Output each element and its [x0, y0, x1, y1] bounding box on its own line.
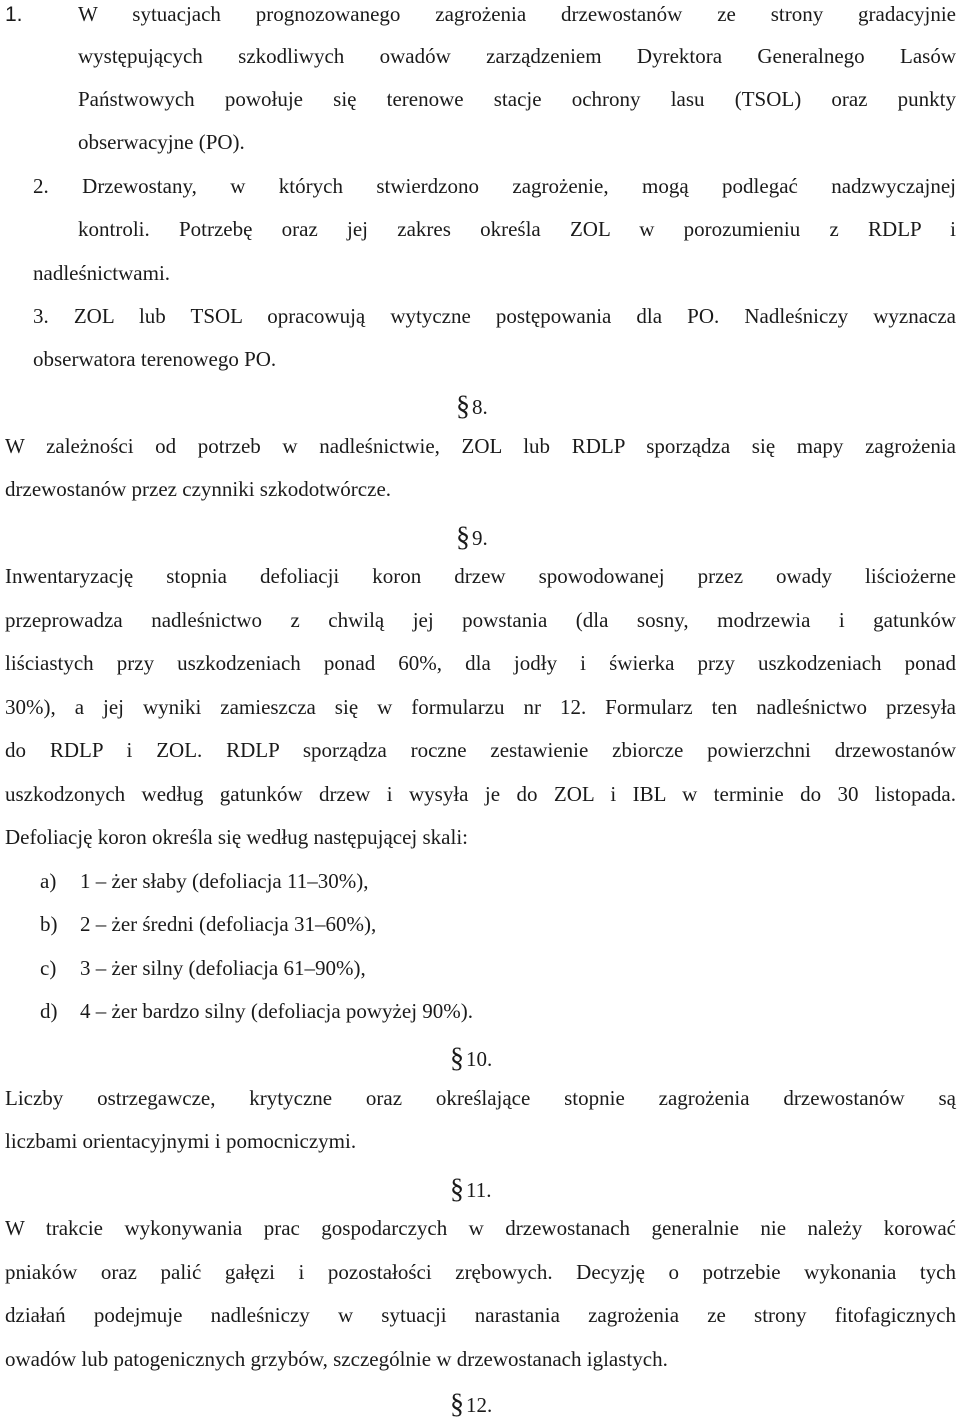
- scale-item: 4 – żer bardzo silny (defoliacja powyżej 90%).: [80, 999, 474, 1023]
- item-1-line-4: obserwacyjne (PO).: [78, 130, 245, 154]
- scale-letter: c): [40, 956, 57, 980]
- section-9-line-7: Defoliację koron określa się według następującej skali:: [5, 825, 469, 849]
- section-9-heading: [456, 523, 488, 551]
- scale-letter: d): [40, 999, 58, 1023]
- item-3-line-2: obserwatora terenowego PO.: [33, 347, 277, 371]
- scale-letter: a): [40, 869, 57, 893]
- item-1-line-1: W sytuacjach prognozowanego zagrożenia drzewostanów ze strony gradacyjnie: [78, 2, 956, 26]
- item-number-1: 1.: [5, 3, 23, 26]
- scale-letter: b): [40, 912, 58, 936]
- section-sign: §: [450, 1043, 464, 1074]
- section-number: 9.: [472, 526, 488, 550]
- item-2-line-1: 2. Drzewostany, w których stwierdzono zagrożenie, mogą podlegać nadzwyczajnej: [33, 174, 956, 198]
- section-number: 10.: [466, 1047, 493, 1071]
- item-1-line-3: Państwowych powołuje się terenowe stacje ochrony lasu (TSOL) oraz punkty: [78, 87, 956, 111]
- section-9-line-1: Inwentaryzację stopnia defoliacji koron drzew spowodowanej przez owady liściożerne: [5, 564, 956, 588]
- section-11-line-4: owadów lub patogenicznych grzybów, szczególnie w drzewostanach iglastych.: [5, 1347, 668, 1371]
- scale-item: 3 – żer silny (defoliacja 61–90%),: [80, 956, 366, 980]
- section-11-line-3: działań podejmuje nadleśniczy w sytuacji narastania zagrożenia ze strony fitofagicznych: [5, 1303, 956, 1327]
- section-9-line-6: uszkodzonych według gatunków drzew i wysyła je do ZOL i IBL w terminie do 30 listopada.: [5, 782, 956, 806]
- section-number: 11.: [466, 1178, 492, 1202]
- section-number: 8.: [472, 395, 488, 419]
- section-9-line-3: liściastych przy uszkodzeniach ponad 60%, dla jodły i świerka przy uszkodzeniach ponad: [5, 651, 956, 675]
- section-9-line-5: do RDLP i ZOL. RDLP sporządza roczne zestawienie zbiorcze powierzchni drzewostanów: [5, 738, 956, 762]
- section-8-heading: [456, 392, 488, 420]
- section-sign: §: [450, 1389, 464, 1420]
- scale-item: 1 – żer słaby (defoliacja 11–30%),: [80, 869, 369, 893]
- section-sign: §: [456, 522, 470, 553]
- section-11-heading: [450, 1175, 491, 1203]
- section-9-line-4: 30%), a jej wyniki zamieszcza się w formularzu nr 12. Formularz ten nadleśnictwo przesyła: [5, 695, 956, 719]
- section-10-line-1: Liczby ostrzegawcze, krytyczne oraz określające stopnie zagrożenia drzewostanów są: [5, 1086, 956, 1110]
- section-8-line-1: W zależności od potrzeb w nadleśnictwie, ZOL lub RDLP sporządza się mapy zagrożenia: [5, 434, 956, 458]
- section-10-heading: [450, 1044, 492, 1072]
- item-2-line-2: kontroli. Potrzebę oraz jej zakres określa ZOL w porozumieniu z RDLP i: [78, 217, 956, 241]
- item-2-line-3: nadleśnictwami.: [33, 261, 171, 285]
- scale-item: 2 – żer średni (defoliacja 31–60%),: [80, 912, 377, 936]
- section-9-line-2: przeprowadza nadleśnictwo z chwilą jej powstania (dla sosny, modrzewia i gatunków: [5, 608, 956, 632]
- section-11-line-1: W trakcie wykonywania prac gospodarczych w drzewostanach generalnie nie należy korować: [5, 1216, 956, 1240]
- section-10-line-2: liczbami orientacyjnymi i pomocniczymi.: [5, 1129, 357, 1153]
- section-sign: §: [456, 391, 470, 422]
- item-3-line-1: 3. ZOL lub TSOL opracowują wytyczne postępowania dla PO. Nadleśniczy wyznacza: [33, 304, 956, 328]
- item-1-line-2: występujących szkodliwych owadów zarządzeniem Dyrektora Generalnego Lasów: [78, 44, 956, 68]
- section-number: 12.: [466, 1393, 493, 1417]
- section-12-heading: [450, 1390, 492, 1418]
- section-8-line-2: drzewostanów przez czynniki szkodotwórcze.: [5, 477, 392, 501]
- section-11-line-2: pniaków oraz palić gałęzi i pozostałości zrębowych. Decyzję o potrzebie wykonania tych: [5, 1260, 956, 1284]
- section-sign: §: [450, 1174, 464, 1205]
